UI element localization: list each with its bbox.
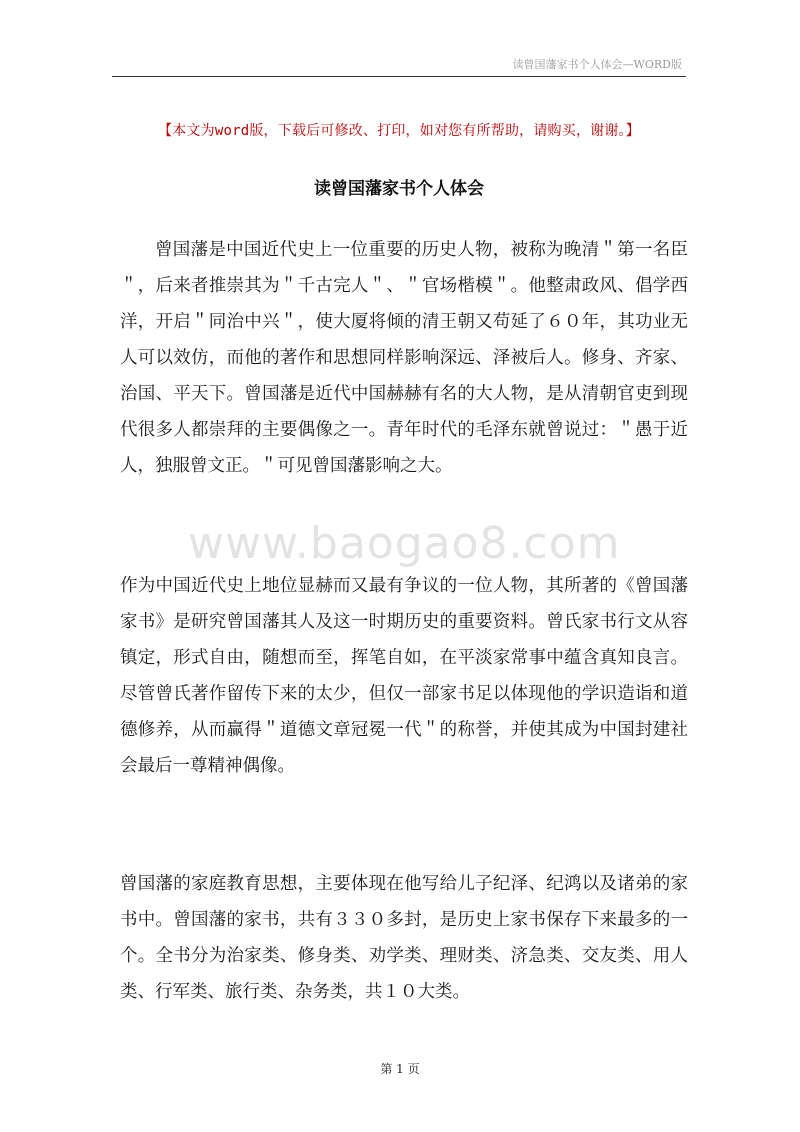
paragraph-3: 曾国藩的家庭教育思想，主要体现在他写给儿子纪泽、纪鸿以及诸弟的家书中。曾国藩的家书，共有３３０多封，是历史上家书保存下来最多的一个。全书分为治家类、修身类、劝学类、理财类、济急类、交友类、用人类、行军类、旅行类、杂务类，共１０大类。 bbox=[120, 874, 688, 1002]
download-notice: 【本文为word版，下载后可修改、打印，如对您有所帮助，请购买，谢谢。】 bbox=[158, 123, 640, 139]
document-title: 读曾国藩家书个人体会 bbox=[314, 179, 484, 199]
header-title: 读曾国藩家书个人体会—WORD版 bbox=[512, 58, 682, 71]
page-header bbox=[112, 52, 686, 77]
paragraph-2: 作为中国近代史上地位显赫而又最有争议的一位人物，其所著的《曾国藩家书》是研究曾国藩其人及这一时期历史的重要资料。曾氏家书行文从容镇定，形式自由，随想而至，挥笔自如，在平淡家常事中蕴含真知良言。尽管曾氏著作留传下来的太少，但仅一部家书足以体现他的学识造诣和道德修养，从而赢得＂道德文章冠冕一代＂的称誉，并使其成为中国封建社会最后一尊精神偶像。 bbox=[120, 576, 688, 776]
watermark: www.baogao8.com bbox=[188, 518, 621, 569]
paragraph-1: 曾国藩是中国近代史上一位重要的历史人物，被称为晚清＂第一名臣＂，后来者推崇其为＂千古完人＂、＂官场楷模＂。他整肃政风、倡学西洋，开启＂同治中兴＂，使大厦将倾的清王朝又苟延了６０年，其功业无人可以效仿，而他的著作和思想同样影响深远、泽被后人。修身、齐家、治国、平天下。曾国藩是近代中国赫赫有名的大人物，是从清朝官吏到现代很多人都崇拜的主要偶像之一。青年时代的毛泽东就曾说过：＂愚于近人，独服曾文正。＂可见曾国藩影响之大。 bbox=[120, 240, 688, 476]
page-number: 第 1 页 bbox=[380, 1062, 420, 1076]
